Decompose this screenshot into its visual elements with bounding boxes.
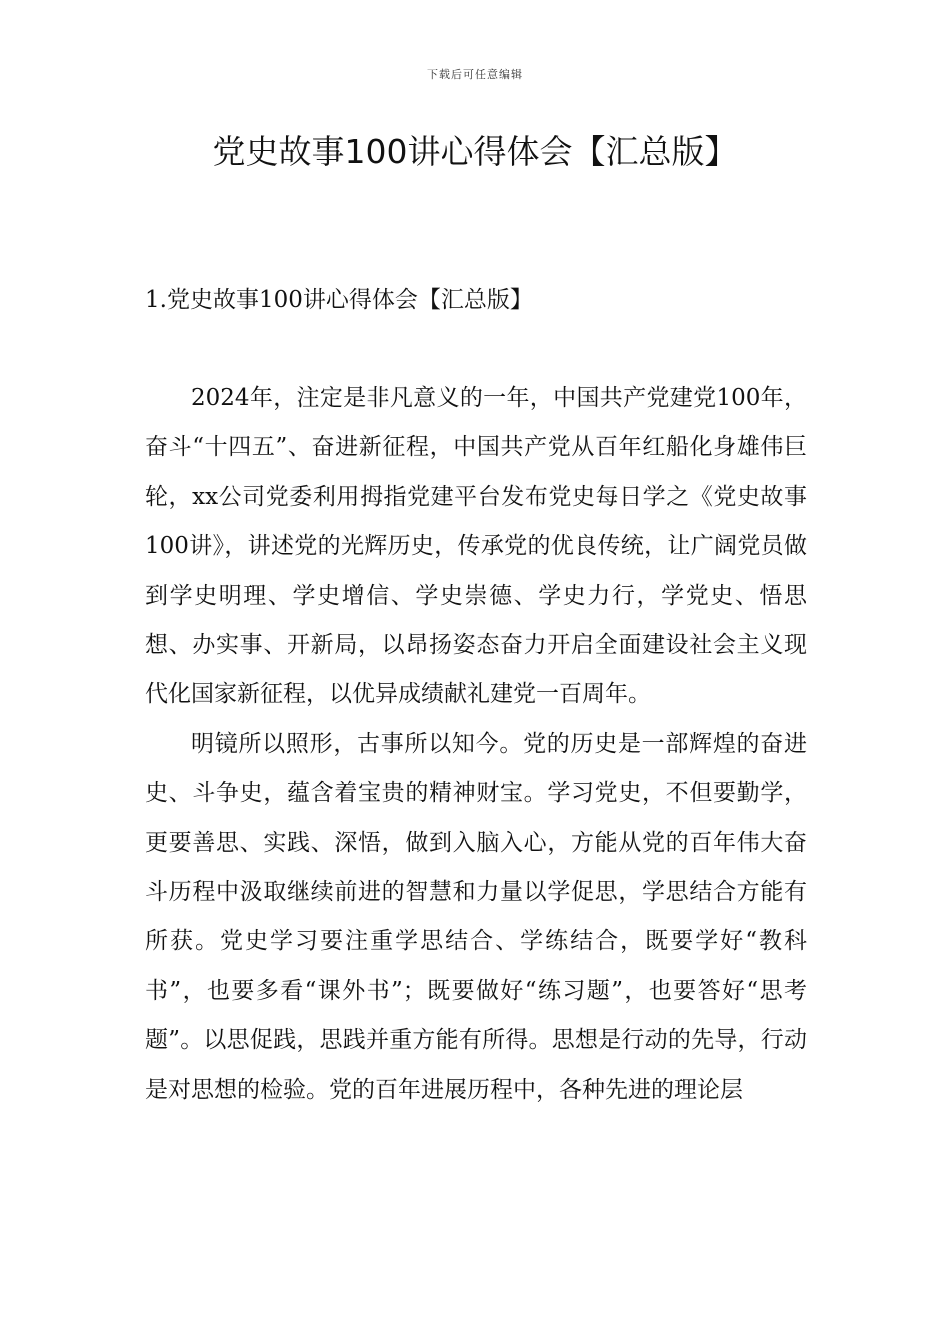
paragraph-1: 2024年，注定是非凡意义的一年，中国共产党建党100年，奋斗“十四五”、奋进新征程，中国共产党从百年红船化身雄伟巨轮，xx公司党委利用拇指党建平台发布党史每日学之《党史故事100讲》，讲述党的光辉历史，传承党的优良传统，让广阔党员做到学史明理、学史增信、学史崇德、学史力行，学党史、悟思想、办实事、开新局，以昂扬姿态奋力开启全面建设社会主义现代化国家新征程，以优异成绩献礼建党一百周年。 bbox=[145, 385, 807, 708]
section-heading: 1.党史故事100讲心得体会【汇总版】 bbox=[145, 287, 533, 313]
header-note: 下载后可任意编辑 bbox=[427, 68, 523, 81]
document-title: 党史故事100讲心得体会【汇总版】 bbox=[212, 132, 738, 171]
paragraph-2: 明镜所以照形，古事所以知今。党的历史是一部辉煌的奋进史、斗争史，蕴含着宝贵的精神财宝。学习党史，不但要勤学，更要善思、实践、深悟，做到入脑入心，方能从党的百年伟大奋斗历程中汲取继续前进的智慧和力量以学促思，学思结合方能有所获。党史学习要注重学思结合、学练结合，既要学好“教科书”，也要多看“课外书”；既要做好“练习题”，也要答好“思考题”。以思促践，思践并重方能有所得。思想是行动的先导，行动是对思想的检验。党的百年进展历程中，各种先进的理论层 bbox=[145, 730, 807, 1103]
document-body bbox=[145, 374, 807, 1115]
